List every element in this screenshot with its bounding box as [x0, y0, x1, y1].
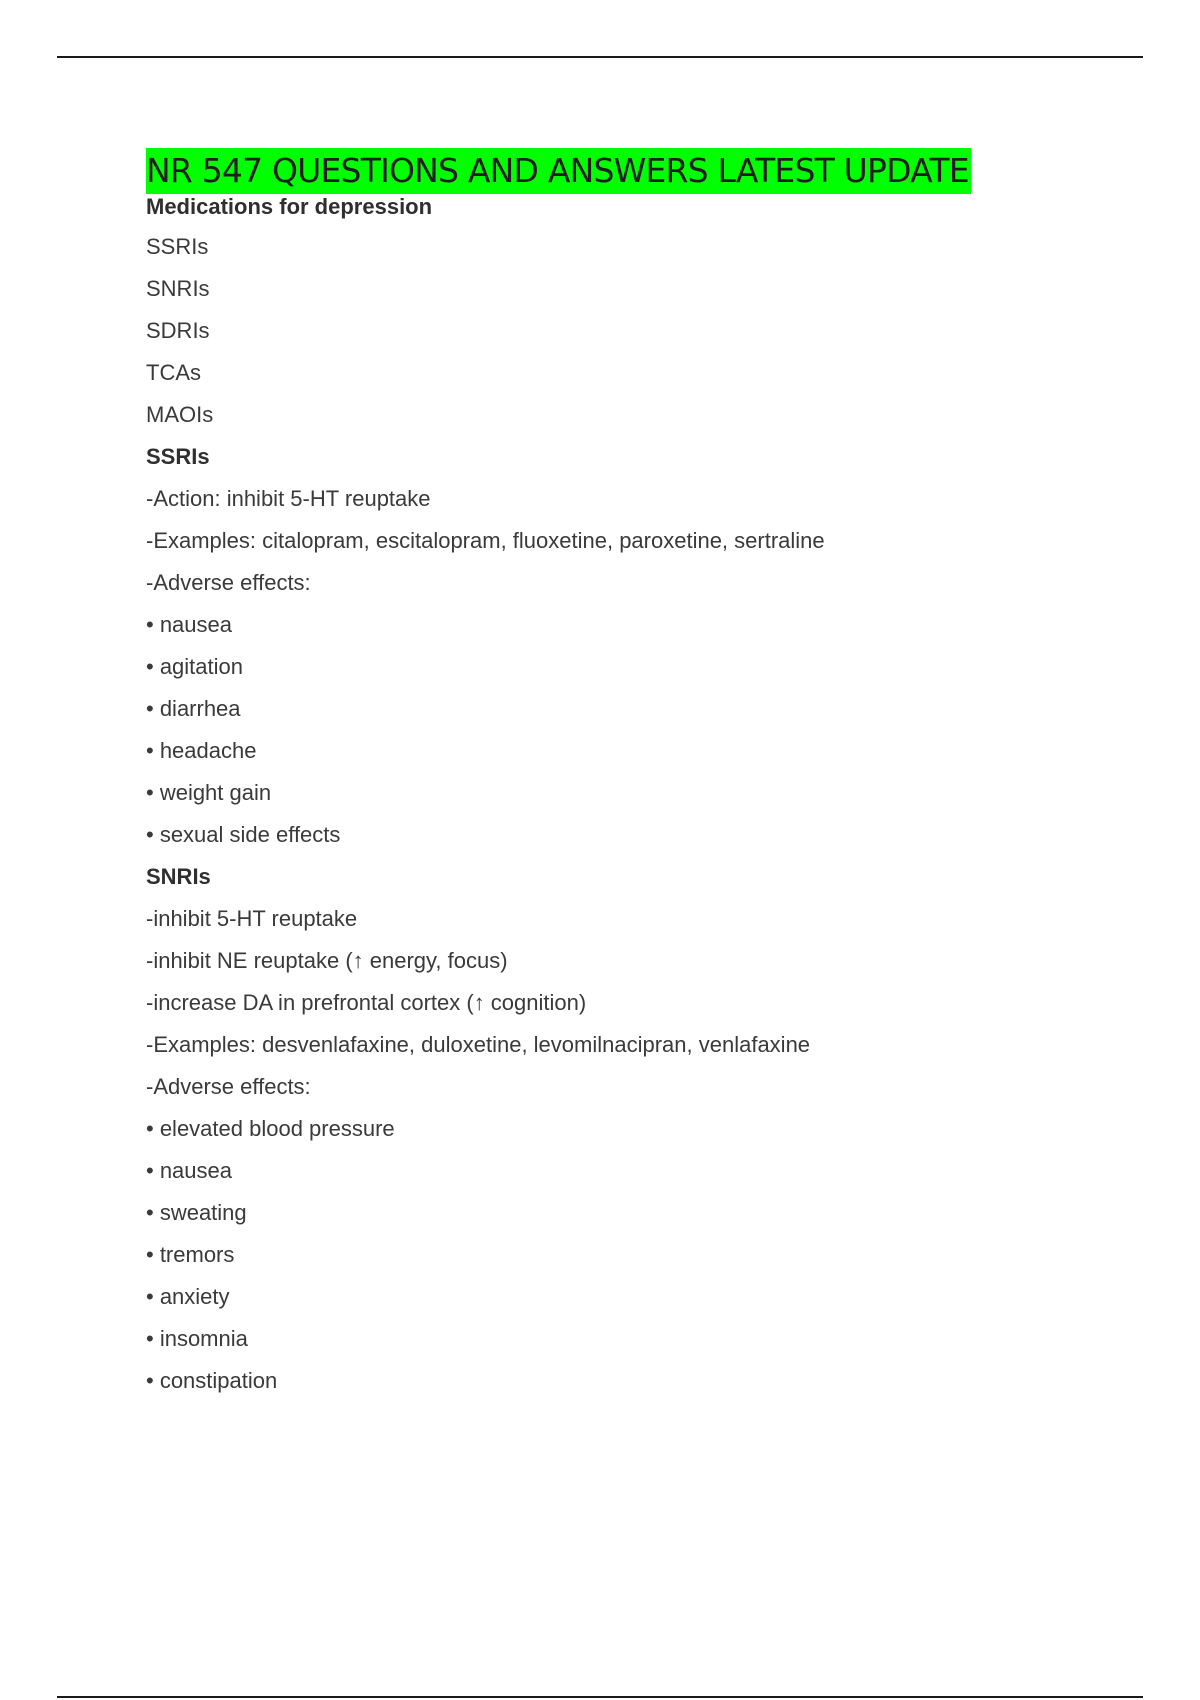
text-line: -increase DA in prefrontal cortex (↑ cognition) [146, 990, 587, 1015]
text-line: -inhibit 5-HT reuptake [146, 906, 358, 931]
page-bottom-rule [57, 1696, 1143, 1698]
bullet-item: • sweating [146, 1200, 247, 1225]
bullet-item: • insomnia [146, 1326, 248, 1351]
bullet-item: • constipation [146, 1368, 278, 1393]
text-line: SNRIs [146, 276, 210, 301]
text-line: SDRIs [146, 318, 210, 343]
bullet-item: • sexual side effects [146, 822, 341, 847]
document-title: NR 547 QUESTIONS AND ANSWERS LATEST UPDATE [146, 148, 971, 194]
text-line: -Action: inhibit 5-HT reuptake [146, 486, 431, 511]
bullet-item: • headache [146, 738, 257, 763]
bullet-item: • nausea [146, 612, 232, 637]
bullet-item: • tremors [146, 1242, 235, 1267]
bullet-item: • agitation [146, 654, 243, 679]
bullet-item: • anxiety [146, 1284, 230, 1309]
text-line: TCAs [146, 360, 201, 385]
text-line: MAOIs [146, 402, 214, 427]
text-line: -Adverse effects: [146, 570, 311, 595]
text-line: SSRIs [146, 234, 209, 259]
text-line: -Examples: desvenlafaxine, duloxetine, levomilnacipran, venlafaxine [146, 1032, 811, 1057]
document-body [146, 148, 1106, 1402]
bullet-item: • nausea [146, 1158, 232, 1183]
section-heading: SSRIs [146, 444, 210, 469]
bullet-item: • diarrhea [146, 696, 241, 721]
bullet-item: • weight gain [146, 780, 272, 805]
bullet-item: • elevated blood pressure [146, 1116, 395, 1141]
section-heading: Medications for depression [146, 194, 433, 219]
page-top-rule [57, 56, 1143, 58]
section-heading: SNRIs [146, 864, 211, 889]
text-line: -Adverse effects: [146, 1074, 311, 1099]
text-line: -inhibit NE reuptake (↑ energy, focus) [146, 948, 508, 973]
text-line: -Examples: citalopram, escitalopram, fluoxetine, paroxetine, sertraline [146, 528, 825, 553]
document-lines [146, 194, 1106, 1402]
